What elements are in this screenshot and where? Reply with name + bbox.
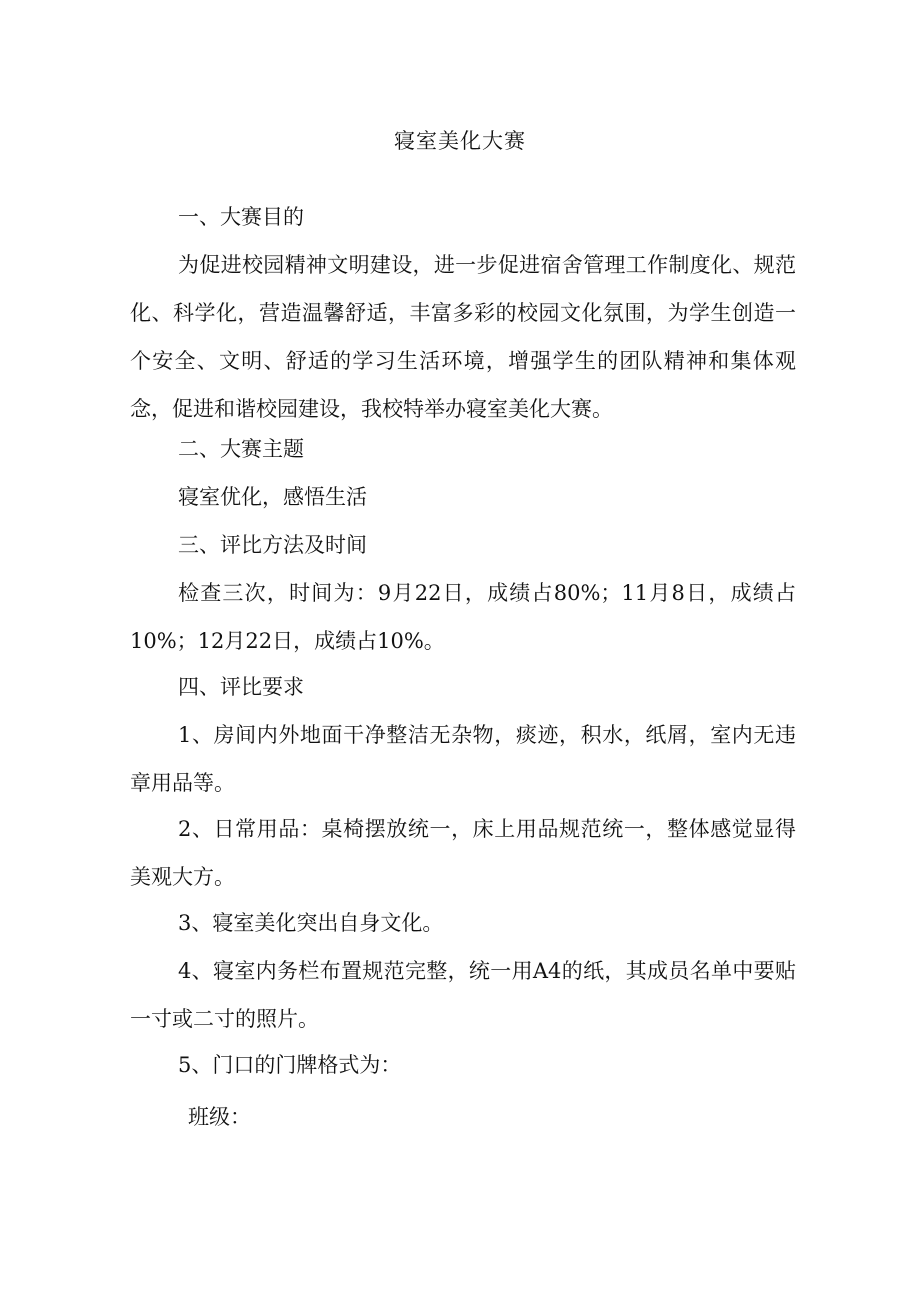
section-heading-purpose: 一、大赛目的 bbox=[178, 205, 304, 229]
section-heading-requirements: 四、评比要求 bbox=[178, 675, 304, 699]
paragraph-method: 检查三次，时间为：9月22日，成绩占80%；11月8日，成绩占10%；12月22日，成绩占10%。 bbox=[130, 581, 796, 653]
paragraph-theme: 寝室优化，感悟生活 bbox=[178, 485, 367, 509]
requirement-item-5: 5、门口的门牌格式为： bbox=[178, 1053, 402, 1077]
paragraph-purpose: 为促进校园精神文明建设，进一步促进宿舍管理工作制度化、规范化、科学化，营造温馨舒适，丰富多彩的校园文化氛围，为学生创造一个安全、文明、舒适的学习生活环境，增强学生的团队精神和集体观念，促进和谐校园建设，我校特举办寝室美化大赛。 bbox=[130, 253, 796, 421]
section-heading-method: 三、评比方法及时间 bbox=[178, 533, 367, 557]
requirement-item-3: 3、寝室美化突出自身文化。 bbox=[178, 911, 444, 935]
requirement-item-1: 1、房间内外地面干净整洁无杂物，痰迹，积水，纸屑，室内无违章用品等。 bbox=[130, 723, 796, 795]
requirement-item-2: 2、日常用品：桌椅摆放统一，床上用品规范统一，整体感觉显得美观大方。 bbox=[130, 817, 796, 889]
section-heading-theme: 二、大赛主题 bbox=[178, 437, 304, 461]
document-title: 寝室美化大赛 bbox=[394, 129, 526, 153]
requirement-item-4: 4、寝室内务栏布置规范完整，统一用A4的纸，其成员名单中要贴一寸或二寸的照片。 bbox=[130, 959, 796, 1031]
door-plate-class-label: 班级： bbox=[188, 1105, 251, 1129]
